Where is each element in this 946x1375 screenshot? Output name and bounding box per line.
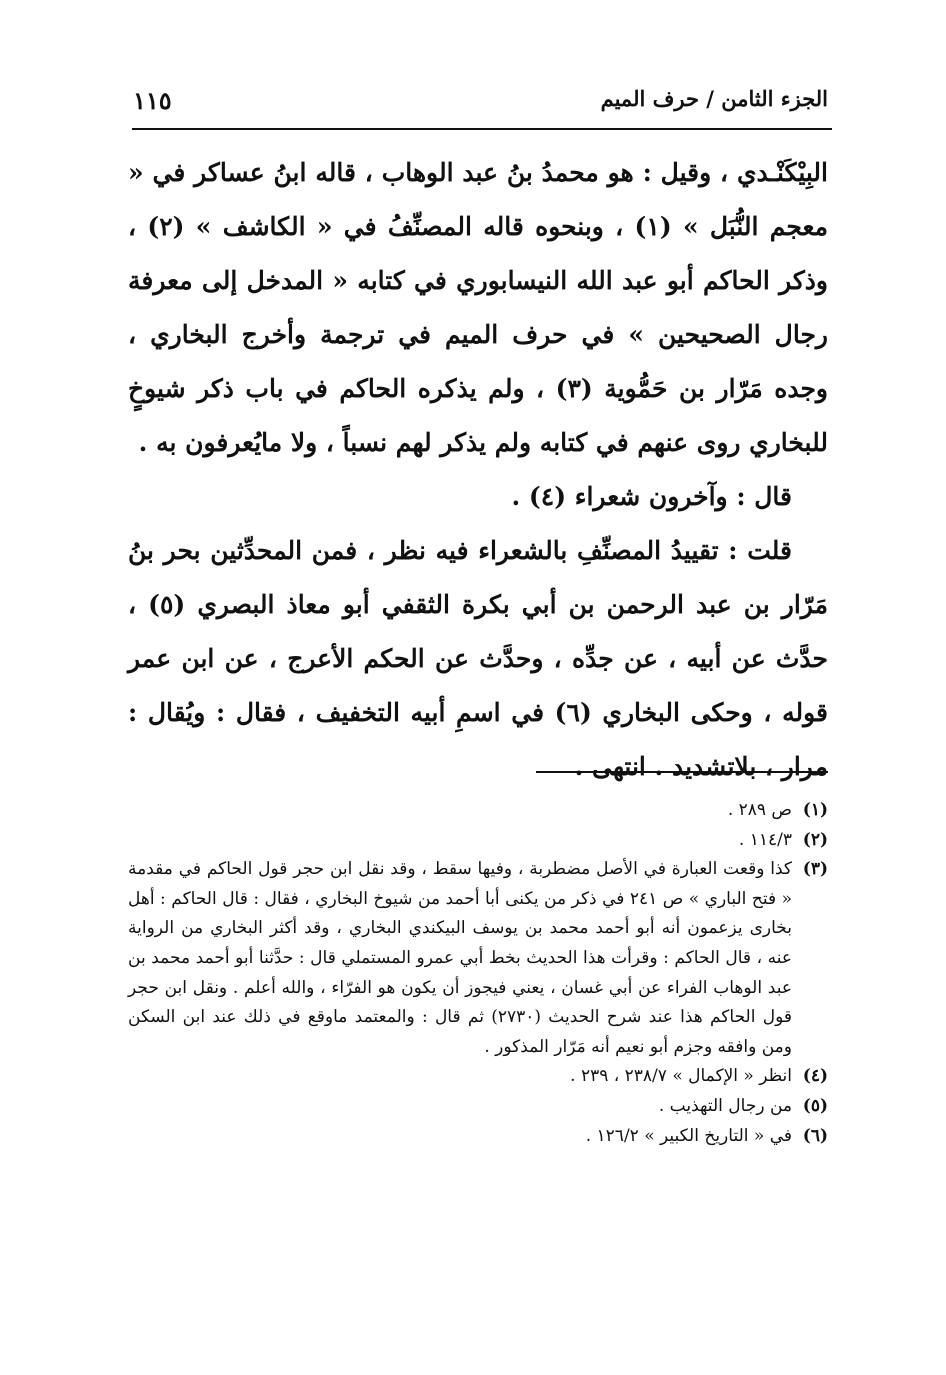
footnote-text: كذا وقعت العبارة في الأصل مضطربة ، وفيها سقط ، وقد نقل ابن حجر قول الحاكم في مقدمة « فتح الباري » ص ٢٤١ في ذكر من يكنى أبا أحمد من شيوخ البخاري ، فقال : قال الحاكم : أهل بخارى يزعمون أنه أبو أحمد محمد بن يوسف البيكندي البخاري ، وقد أكثر البخاري من الرواية عنه ، قال الحاكم : وقرأت هذا الحديث بخط أبي عمرو المستملي قال : حدَّثنا أبو أحمد محمد بن عبد الوهاب الفراء عن أبي غسان ، يعني فيجوز أن يكون هو الفرّاء ، والله أعلم . ونقل ابن حجر قول الحاكم هذا عند شرح الحديث (٢٧٣٠) ثم قال : والمعتمد ماوقع في ذلك عند ابن السكن ومن وافقه وجزم أبو نعيم أنه مَرّار المذكور . [128,859,792,1057]
footnote-text: انظر « الإكمال » ٢٣٨/٧ ، ٢٣٩ . [570,1066,792,1087]
footnote-divider [536,771,828,773]
paragraph-3: قلت : تقييدُ المصنِّفِ بالشعراء فيه نظر ، فمن المحدِّثين بحر بنُ مَرّار بن عبد الرحمن بن أبي بكرة الثقفي أبو معاذ البصري (٥) ، حدَّث عن أبيه ، عن جدِّه ، وحدَّث عن الحكم الأعرج ، عن ابن عمر قوله ، وحكى البخاري (٦) في اسمِ أبيه التخفيف ، فقال : ويُقال : مرار ، بلاتشديد . انتهى . [128,536,828,781]
footnote-text: من رجال التهذيب . [658,1095,792,1116]
footnote-number: (٣) [802,859,828,880]
main-text [128,146,828,794]
footnote-3 [128,855,828,1062]
footnote-number: (٥) [802,1095,828,1116]
footnote-6 [128,1122,828,1152]
footnote-text: ١١٤/٣ . [738,829,792,850]
footnote-number: (٦) [802,1125,828,1146]
running-head: الجزء الثامن / حرف الميم [600,86,828,111]
footnote-number: (٤) [802,1066,828,1087]
footnote-number: (٢) [802,829,828,850]
header-divider [132,128,832,130]
footnotes [128,796,828,1151]
paragraph-1: البِيْكَنْـدي ، وقيل : هو محمدُ بنُ عبد الوهاب ، قاله ابنُ عساكر في « معجم النُّبَل » (١) ، وبنحوه قاله المصنِّفُ في « الكاشف » (٢) ، وذكر الحاكم أبو عبد الله النيسابوري في كتابه « المدخل إلى معرفة رجال الصحيحين » في حرف الميم في ترجمة وأخرج البخاري ، وجده مَرّار بن حَمُّوية (٣) ، ولم يذكره الحاكم في باب ذكر شيوخٍ للبخاري روى عنهم في كتابه ولم يذكر لهم نسباً ، ولا مايُعرفون به . [128,158,828,457]
footnote-5 [128,1092,828,1122]
footnote-text: في « التاريخ الكبير » ١٢٦/٢ . [585,1125,792,1146]
footnote-2 [128,826,828,856]
footnote-4 [128,1062,828,1092]
paragraph-2: قال : وآخرون شعراء (٤) . [511,482,792,511]
footnote-number: (١) [802,800,828,820]
page-number: ١١٥ [133,86,172,115]
footnote-text: ص ٢٨٩ . [727,800,792,820]
footnote-1 [128,796,828,826]
